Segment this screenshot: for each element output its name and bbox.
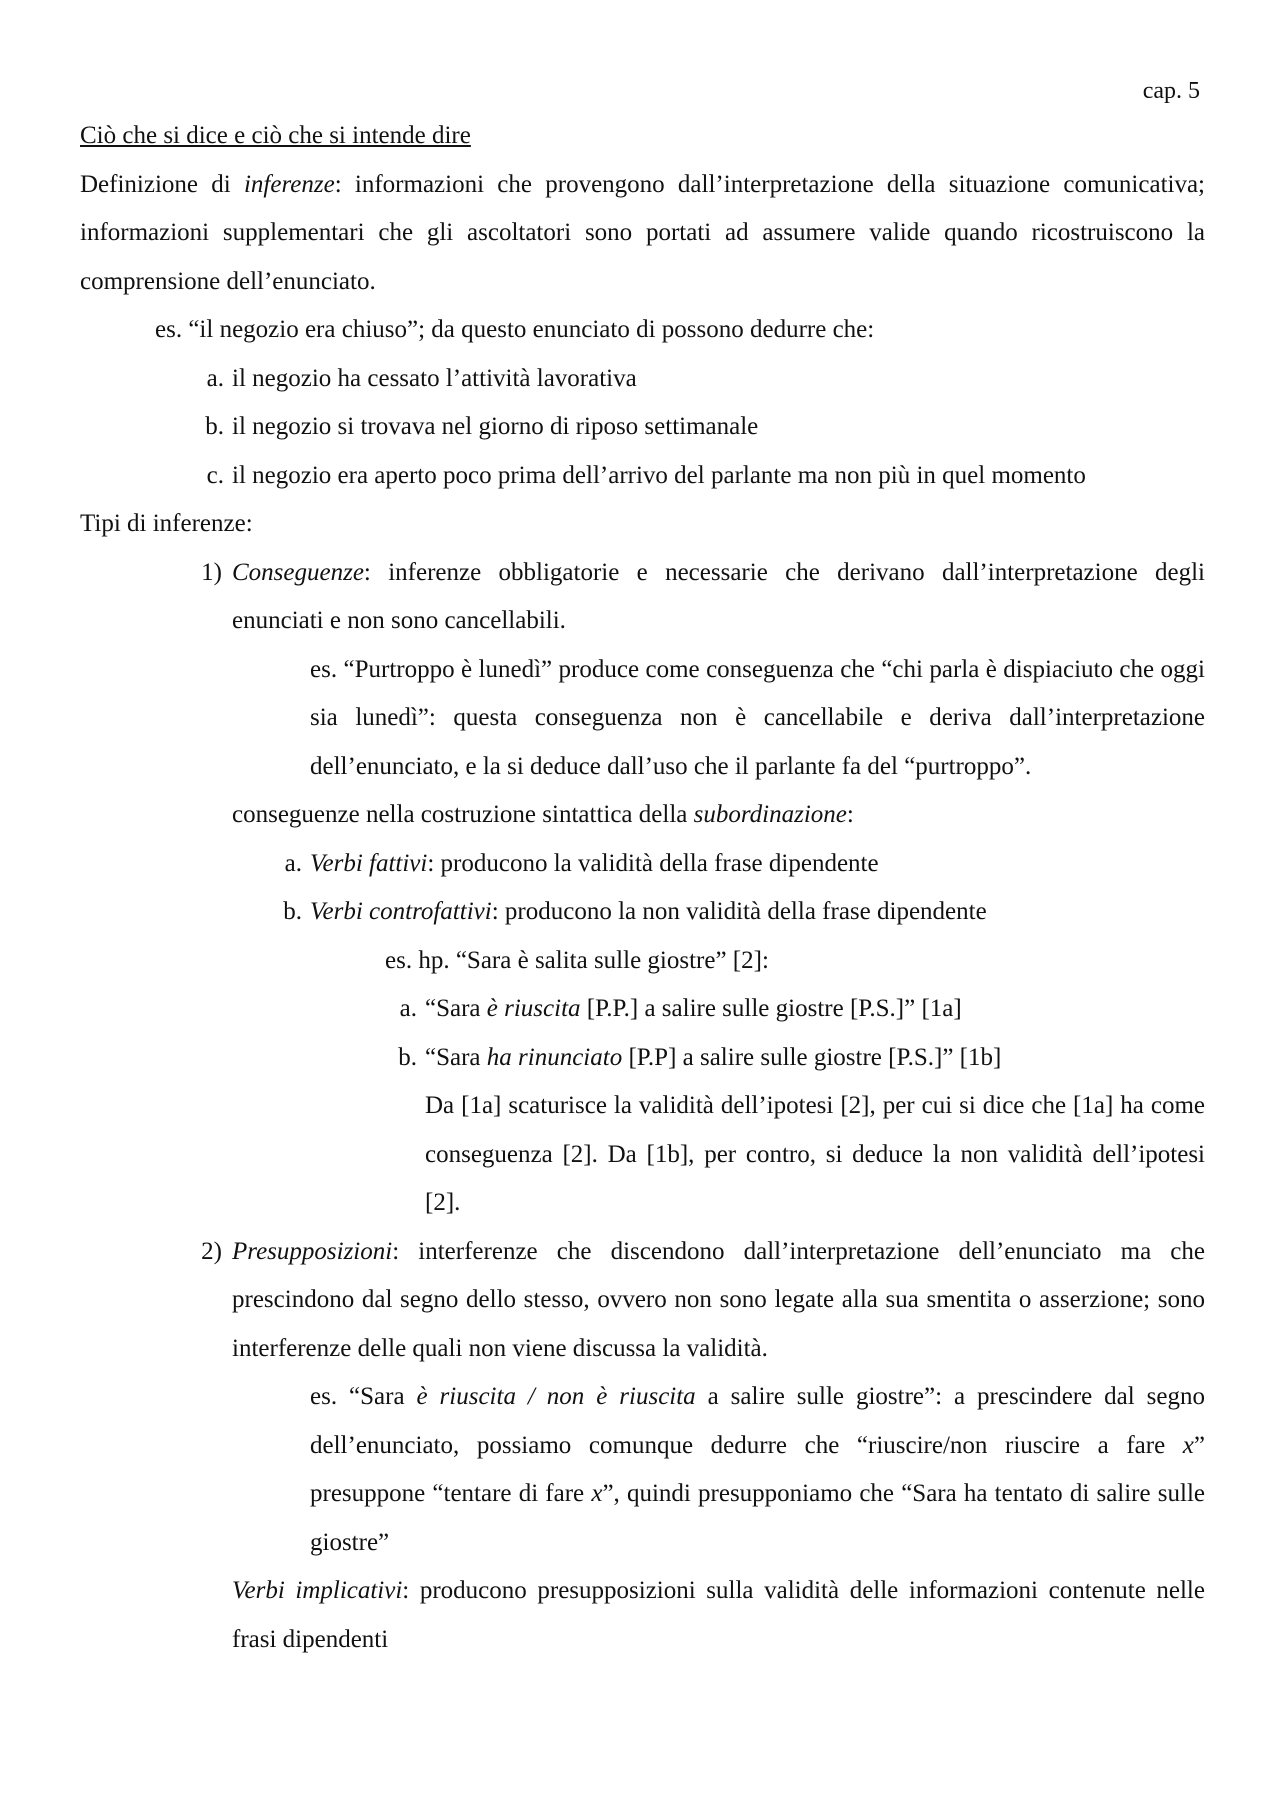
implicative-verbs: Verbi implicativi: producono presupposizioni sulla validità delle informazioni contenute nelle frasi dipendenti bbox=[232, 1577, 1205, 1653]
example-rides: es. “Sara è riuscita / non è riuscita a salire sulle giostre”: a prescindere dal segno dell’enunciato, possiamo comunque dedurre che “riuscire/non riuscire a fare x” presuppone “tentare di fare x”, quindi presupponiamo che “Sara ha tentato di salire sulle giostre” bbox=[310, 1383, 1206, 1556]
page-number: cap. 5 bbox=[1142, 78, 1200, 104]
subordination-intro: conseguenze nella costruzione sintattica della subordinazione: bbox=[232, 801, 854, 828]
definition-term: inferenze bbox=[243, 170, 335, 198]
list-item: a. Verbi fattivi: producono la validità della frase dipendente bbox=[284, 849, 879, 877]
type-presuppositions: 2) Presupposizioni: interferenze che discendono dall’interpretazione dell’enunciato ma che prescindono dal segno dello stesso, ovvero non sono legate alla sua smentita o asserzione; sono interferenze delle quali non viene discussa la validità. bbox=[201, 1237, 1205, 1362]
list-item: c. il negozio era aperto poco prima dell’arrivo del parlante ma non più in quel momento bbox=[206, 461, 1086, 489]
section-title: Ciò che si dice e ciò che si intende dire bbox=[80, 122, 471, 149]
type-term: Conseguenze bbox=[232, 558, 364, 586]
list-item: b. “Sara ha rinunciato [P.P] a salire sulle giostre [P.S.]” [1b] bbox=[398, 1043, 1002, 1071]
list-item: b. Verbi controfattivi: producono la non validità della frase dipendente bbox=[283, 898, 987, 925]
document-body bbox=[80, 112, 1205, 1664]
list-item: b. il negozio si trovava nel giorno di riposo settimanale bbox=[205, 413, 759, 440]
example-monday: es. “Purtroppo è lunedì” produce come conseguenza che “chi parla è dispiaciuto che oggi sia lunedì”: questa conseguenza non è cancellabile e deriva dall’interpretazione dell’enunciato, e la si deduce dall’uso che il parlante fa del “purtroppo”. bbox=[310, 655, 1205, 780]
type-term: Presupposizioni bbox=[232, 1237, 393, 1265]
list-item: a. il negozio ha cessato l’attività lavorativa bbox=[206, 364, 637, 392]
type-consequences: 1) Conseguenze: inferenze obbligatorie e necessarie che derivano dall’interpretazione degli enunciati e non sono cancellabili. bbox=[201, 558, 1205, 634]
example-shop: es. “il negozio era chiuso”; da questo enunciato di possono dedurre che: bbox=[155, 316, 875, 343]
hypothesis-example: es. hp. “Sara è salita sulle giostre” [2]: bbox=[385, 946, 769, 974]
types-heading: Tipi di inferenze: bbox=[80, 510, 253, 537]
conclusion-paragraph: Da [1a] scaturisce la validità dell’ipotesi [2], per cui si dice che [1a] ha come conseguenza [2]. Da [1b], per contro, si deduce la non validità dell’ipotesi [2]. bbox=[425, 1092, 1205, 1216]
definition-paragraph: Definizione di inferenze: informazioni che provengono dall’interpretazione della situazione comunicativa; informazioni supplementari che gli ascoltatori sono portati ad assumere valide quando ricostruiscono la comprensione dell’enunciato. bbox=[80, 170, 1206, 295]
list-item: a. “Sara è riuscita [P.P.] a salire sulle giostre [P.S.]” [1a] bbox=[399, 995, 962, 1022]
